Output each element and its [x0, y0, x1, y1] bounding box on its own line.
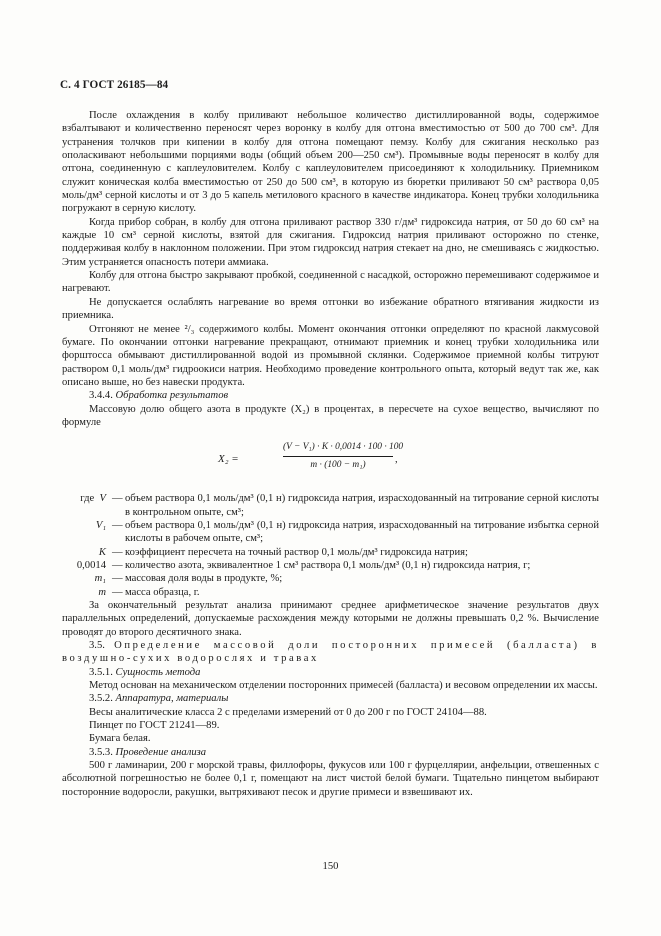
definition-text: коэффициент пересчета на точный раствор 0,1 моль/дм³ гидроксида натрия;	[125, 546, 468, 558]
paragraph: Когда прибор собран, в колбу для отгона приливают раствор 330 г/дм³ гидроксида натрия, от 50 до 60 см³ на каждые 10 см³ серной кислоты, взятой для сжигания. Гидроксид натрия приливают осторожно по стенке, поддерживая колбу в наклонном положении. При этом гидроксид натрия стекает на дно, не смешиваясь с жидкостью. Этим устраняется опасность потери аммиака.	[62, 216, 599, 268]
definition-dash: —	[112, 559, 123, 571]
definition-symbol: K	[98, 546, 106, 558]
definition-symbol: V₁	[95, 519, 106, 531]
definition-item	[62, 492, 599, 519]
definition-text: объем раствора 0,1 моль/дм³ (0,1 н) гидроксида натрия, израсходованный на титрование серной кислоты в контрольном опыте, см³;	[125, 493, 599, 518]
paragraph: Метод основан на механическом отделении посторонних примесей (балласта) и весовом определении их массы.	[89, 680, 598, 692]
definition-item	[62, 519, 599, 546]
formula-fraction	[283, 441, 404, 472]
definition-symbol: 0,0014	[76, 559, 106, 571]
paragraph: 500 г ламинарии, 200 г морской травы, филлофоры, фукусов или 100 г фурцеллярии, анфельции, отвешенных с абсолютной погрешностью не более 0,1 г, помещают на лист чистой белой бумаги. Тщательно пинцетом выбирают посторонние водоросли, ракушки, вытряхивают песок и другие примеси и взвешивают их.	[62, 760, 599, 798]
paragraph: Массовую долю общего азота в продукте (X₂) в процентах, в пересчете на сухое вещество, вычисляют по формуле	[62, 403, 599, 428]
section-heading-3-5-2	[62, 692, 599, 705]
paragraph: За окончательный результат анализа принимают среднее арифметическое значение результатов двух параллельных определений, допускаемые расхождения между которыми не должны превышать 0,2 %. Вычисление проводят до второго десятичного знака.	[62, 600, 599, 638]
section-number: 3.4.4.	[89, 390, 113, 402]
definition-dash: —	[112, 493, 123, 505]
paragraph: Пинцет по ГОСТ 21241—89.	[89, 720, 220, 732]
definition-text: объем раствора 0,1 моль/дм³ (0,1 н) гидроксида натрия, израсходованный на титрование избытка серной кислоты в рабочем опыте, см³;	[125, 519, 599, 545]
section-title: Проведение анализа	[115, 746, 207, 758]
page-header: С. 4 ГОСТ 26185—84	[60, 79, 169, 91]
definition-item	[62, 572, 599, 585]
paragraph: Колбу для отгона быстро закрывают пробкой, соединенной с насадкой, осторожно перемешивают содержимое и нагревают.	[62, 270, 599, 295]
definition-text: количество азота, эквивалентное 1 см³ раствора 0,1 моль/дм³ (0,1 н) гидроксида натрия, г;	[125, 559, 531, 571]
section-heading-3-5-1	[62, 666, 599, 679]
definition-text: массовая доля воды в продукте, %;	[125, 573, 283, 585]
definition-dash: —	[112, 586, 123, 598]
definition-symbol: m₁	[94, 573, 106, 585]
section-title: Аппаратура, материалы	[115, 693, 229, 705]
definition-dash: —	[112, 519, 123, 531]
section-heading-3-5-3	[62, 746, 599, 759]
definitions-list	[62, 492, 599, 599]
definition-symbol: m	[98, 586, 106, 598]
paragraph: Отгоняют не менее ²/₃ содержимого колбы. Момент окончания отгонки определяют по красной лакмусовой бумаге. По окончании отгонки нагревание прекращают, отнимают приемник и конец трубки холодильника или форштосса обмывают дистиллированной водой из промывной склянки. Содержимое приемной колбы титруют раствором 0,1 моль/дм³ гидроокиси натрия. Необходимо проведение контрольного опыта, который ведут так же, как описано выше, но без навески продукта.	[62, 323, 599, 388]
section-title: Обработка результатов	[115, 390, 229, 402]
section-number: 3.5.2.	[89, 693, 113, 705]
formula	[62, 436, 599, 486]
definition-item	[62, 586, 599, 599]
definition-dash: —	[112, 573, 123, 585]
definition-text: масса образца, г.	[125, 586, 200, 598]
definition-item	[62, 546, 599, 559]
definition-symbol: где V	[80, 493, 106, 505]
formula-trail: ,	[395, 454, 398, 466]
formula-denominator: m · (100 − m₁)	[310, 459, 366, 470]
paragraph: Не допускается ослаблять нагревание во время отгонки во избежание обратного втягивания жидкости из приемника.	[62, 296, 599, 322]
formula-lhs: X₂ =	[218, 453, 239, 466]
section-number: 3.5.1.	[89, 666, 113, 678]
section-number: 3.5.3.	[89, 746, 113, 758]
definition-item	[62, 559, 599, 572]
section-title: Сущность метода	[115, 666, 201, 678]
document-body	[62, 109, 599, 799]
section-heading-3-4-4	[62, 389, 599, 402]
formula-numerator: (V − V₁) · K · 0,0014 · 100 · 100	[283, 441, 393, 456]
definition-dash: —	[112, 546, 123, 558]
page-number: 150	[322, 861, 339, 872]
paragraph: После охлаждения в колбу приливают небольшое количество дистиллированной воды, содержимое взбалтывают и количественно переносят через воронку в колбу для отгона вместимостью от 500 до 700 см³. Для устранения толчков при кипении в колбу для отгона помещают пемзу. Колбу для сжигания несколько раз ополаскивают небольшими порциями воды (общий объем 200—250 см³). Промывные воды переносят в колбу для отгона, соединенную с каплеуловителем. Колбу с каплеуловителем присоединяют к холодильнику. Приемником служит коническая колба вместимостью от 250 до 500 см³, в которую из бюретки приливают 50 см³ раствора 0,05 моль/дм³ серной кислоты и от 3 до 5 капель метилового красного в качестве индикатора. Конец трубки холодильника погружают в серную кислоту.	[62, 110, 599, 215]
paragraph: Бумага белая.	[89, 733, 151, 745]
paragraph: Весы аналитические класса 2 с пределами измерений от 0 до 200 г по ГОСТ 24104—88.	[89, 706, 487, 718]
section-heading-3-5: 3.5. Определение массовой доли посторонних примесей (балласта) в воздушно-сухих водорослях и травах	[62, 640, 599, 665]
